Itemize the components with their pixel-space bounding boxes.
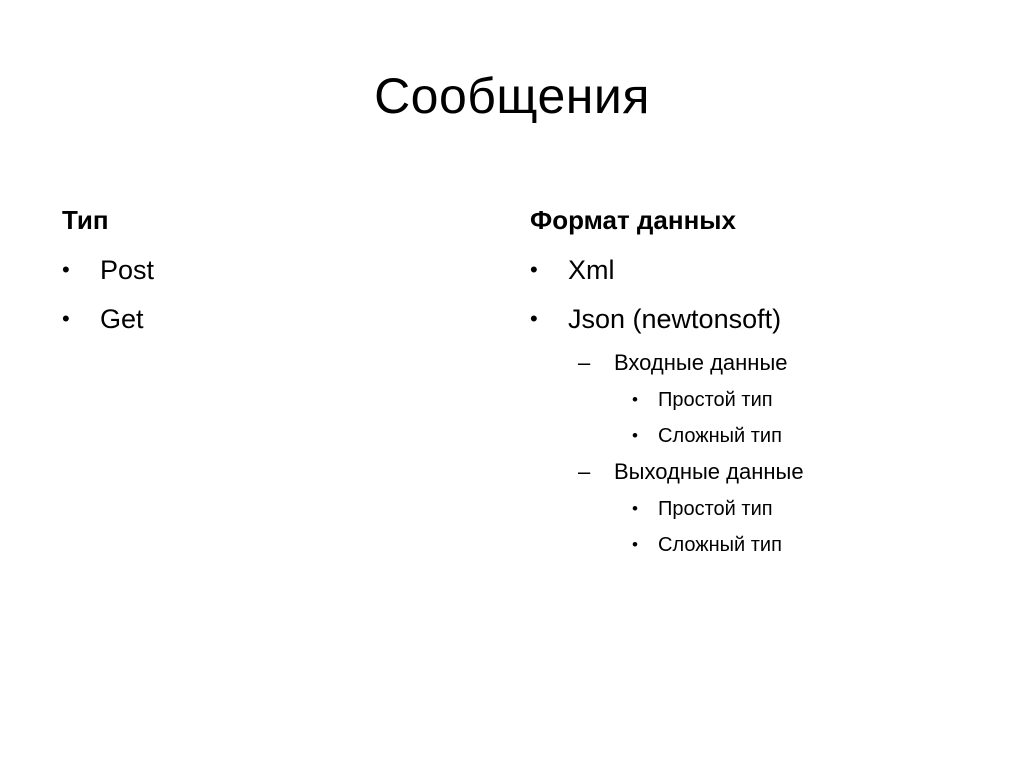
left-column [62, 198, 492, 346]
bullet-icon: • [632, 499, 638, 518]
sub-sub-item [530, 419, 1000, 453]
sub-sub-item [530, 383, 1000, 417]
list-item-post [62, 248, 492, 292]
dash-icon: – [578, 350, 591, 375]
sub-sub-item-label: Простой тип [658, 389, 773, 411]
list-item-json [530, 297, 1000, 341]
sub-sub-item [530, 492, 1000, 526]
sub-item-label: Выходные данные [614, 459, 804, 484]
bullet-icon: • [62, 257, 70, 282]
right-column [530, 198, 1000, 564]
list-item-label: Get [100, 304, 144, 334]
bullet-icon: • [632, 535, 638, 554]
bullet-icon: • [632, 426, 638, 445]
list-item-get [62, 297, 492, 341]
right-column-heading: Формат данных [530, 205, 736, 235]
list-item-label: Xml [568, 255, 615, 285]
bullet-icon: • [530, 306, 538, 331]
sub-sub-item-label: Простой тип [658, 498, 773, 520]
sub-item-output-data [530, 455, 1000, 489]
list-item-label: Post [100, 255, 155, 285]
bullet-icon: • [530, 257, 538, 282]
sub-sub-item [530, 528, 1000, 562]
sub-sub-item-label: Сложный тип [658, 534, 782, 556]
left-column-heading: Тип [62, 205, 109, 235]
bullet-icon: • [632, 390, 638, 409]
sub-sub-item-label: Сложный тип [658, 425, 782, 447]
sub-item-label: Входные данные [614, 350, 788, 375]
bullet-icon: • [62, 306, 70, 331]
sub-item-input-data [530, 346, 1000, 380]
list-item-label: Json (newtonsoft) [568, 304, 782, 334]
slide-title: Сообщения [374, 68, 650, 124]
list-item-xml [530, 248, 1000, 292]
dash-icon: – [578, 459, 591, 484]
